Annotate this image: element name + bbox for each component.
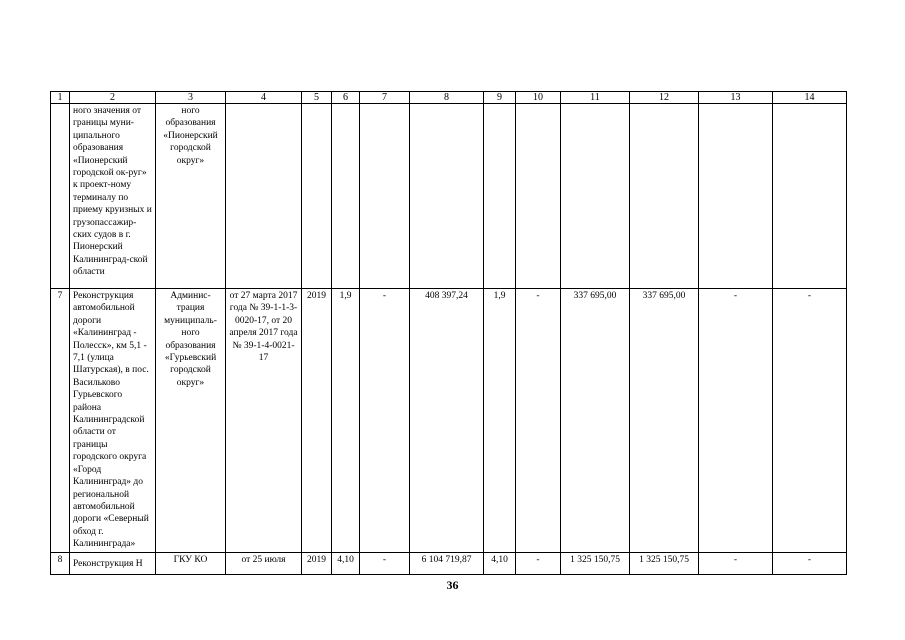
header-cell: 9 xyxy=(484,92,516,104)
header-cell: 12 xyxy=(630,92,699,104)
document-cell: от 27 марта 2017 года № 39-1-1-3-0020-17, от 20 апреля 2017 года № 39-1-4-0021-17 xyxy=(226,289,302,553)
header-cell: 10 xyxy=(516,92,561,104)
year-cell: 2019 xyxy=(302,289,332,553)
object-name-cell: ного значения от границы муни-ципального образования «Пионерский городской ок-руг» к проект-ному терминалу по приему круизных и грузопассажир-ских судов в г. Пионерский Калининград-ской области xyxy=(70,104,156,289)
length-cell: 1,9 xyxy=(332,289,360,553)
table-cell xyxy=(516,104,561,289)
table-cell xyxy=(226,104,302,289)
table-cell xyxy=(699,104,773,289)
data-table xyxy=(50,91,847,575)
header-cell: 6 xyxy=(332,92,360,104)
table-cell: - xyxy=(360,552,410,574)
table-cell: - xyxy=(360,289,410,553)
amount-cell: 337 695,00 xyxy=(561,289,630,553)
year-cell: 2019 xyxy=(302,552,332,574)
customer-cell: Админис-трация муниципаль-ного образования «Гурьевский городской округ» xyxy=(156,289,226,553)
table-cell xyxy=(332,104,360,289)
header-cell: 2 xyxy=(70,92,156,104)
page-number: 36 xyxy=(446,578,459,592)
customer-cell: ГКУ КО xyxy=(156,552,226,574)
header-row xyxy=(51,92,847,104)
row-number-cell: 8 xyxy=(51,552,70,574)
table-cell: - xyxy=(773,289,847,553)
object-name-cell: Реконструкция Н xyxy=(70,552,156,574)
table-cell xyxy=(360,104,410,289)
header-cell: 13 xyxy=(699,92,773,104)
table-cell: - xyxy=(699,552,773,574)
header-cell: 8 xyxy=(410,92,484,104)
length-cell: 4,10 xyxy=(332,552,360,574)
table-cell xyxy=(410,104,484,289)
length-cell: 1,9 xyxy=(484,289,516,553)
amount-cell: 1 325 150,75 xyxy=(561,552,630,574)
header-cell: 14 xyxy=(773,92,847,104)
document-cell: от 25 июля xyxy=(226,552,302,574)
header-cell: 1 xyxy=(51,92,70,104)
header-cell: 4 xyxy=(226,92,302,104)
table-row-7 xyxy=(51,289,847,553)
table-row-8 xyxy=(51,552,847,574)
table-cell xyxy=(302,104,332,289)
amount-cell: 1 325 150,75 xyxy=(630,552,699,574)
length-cell: 4,10 xyxy=(484,552,516,574)
table-cell: - xyxy=(516,552,561,574)
object-name-cell: Реконструкция автомобильной дороги «Калининград - Полесск», км 5,1 - 7,1 (улица Шатурская), в пос. Васильково Гурьевского района Калининградской области от границы городского округа «Город Калининград» до региональной автомобильной дороги «Северный обход г. Калининграда» xyxy=(70,289,156,553)
table-cell xyxy=(630,104,699,289)
amount-cell: 337 695,00 xyxy=(630,289,699,553)
header-cell: 7 xyxy=(360,92,410,104)
table-cell xyxy=(561,104,630,289)
table-cell xyxy=(484,104,516,289)
table-cell xyxy=(773,104,847,289)
row-number-cell: 7 xyxy=(51,289,70,553)
table-cell: - xyxy=(699,289,773,553)
customer-cell: ного образования «Пионерский городской округ» xyxy=(156,104,226,289)
table-cell: - xyxy=(773,552,847,574)
table-cell: - xyxy=(516,289,561,553)
table-row-continued xyxy=(51,104,847,289)
table-cell xyxy=(51,104,70,289)
header-cell: 5 xyxy=(302,92,332,104)
cost-cell: 408 397,24 xyxy=(410,289,484,553)
cost-cell: 6 104 719,87 xyxy=(410,552,484,574)
header-cell: 11 xyxy=(561,92,630,104)
header-cell: 3 xyxy=(156,92,226,104)
